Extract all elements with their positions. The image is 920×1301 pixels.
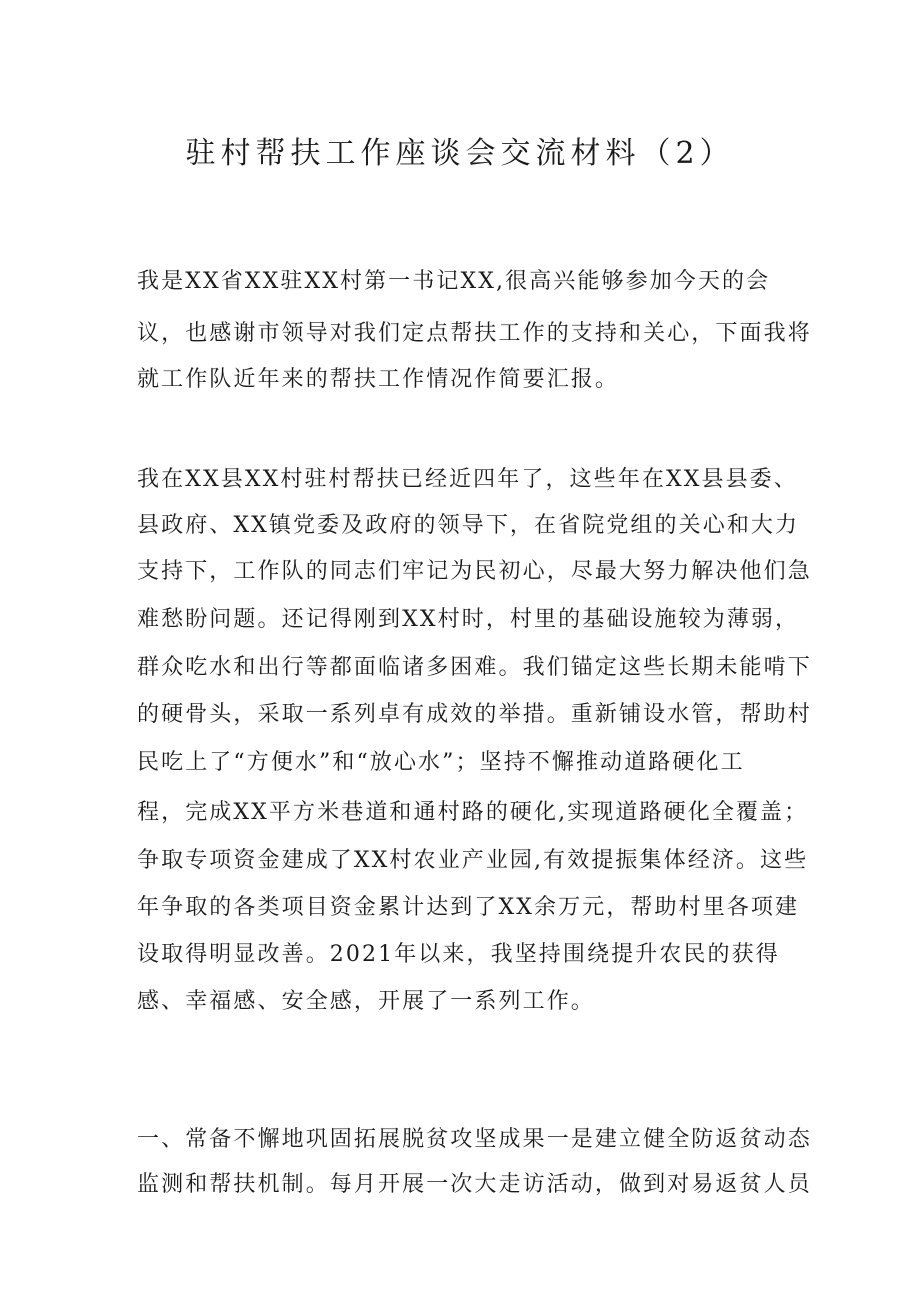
paragraph-1-line-1: 我是XX省XX驻XX村第一书记XX,很高兴能够参加今天的会 <box>137 269 771 294</box>
document-title: 驻村帮扶工作座谈会交流材料（2） <box>185 136 735 171</box>
paragraph-2-line-2: 县政府、XX镇党委及政府的领导下，在省院党组的关心和大力 <box>137 513 800 538</box>
paragraph-2-line-8: 程，完成XX平方米巷道和通村路的硬化,实现道路硬化全覆盖； <box>137 800 809 825</box>
paragraph-2-line-9: 争取专项资金建成了XX村农业产业园,有效提振集体经济。这些 <box>137 848 809 873</box>
paragraph-2-line-12: 感、幸福感、安全感，开展了一系列工作。 <box>137 989 595 1014</box>
paragraph-2-line-7: 民吃上了“方便水”和“放心水”；坚持不懈推动道路硬化工 <box>137 750 745 775</box>
paragraph-2-line-11: 设取得明显改善。2021年以来，我坚持围绕提升农民的获得 <box>137 942 780 967</box>
paragraph-2-line-6: 的硬骨头，采取一系列卓有成效的举措。重新铺设水管，帮助村 <box>137 702 812 727</box>
paragraph-2-line-4: 难愁盼问题。还记得刚到XX村时，村里的基础设施较为薄弱， <box>137 607 800 632</box>
paragraph-2-line-1: 我在XX县XX村驻村帮扶已经近四年了，这些年在XX县县委、 <box>137 467 798 492</box>
paragraph-3-line-2: 监测和帮扶机制。每月开展一次大走访活动，做到对易返贫人员 <box>137 1172 812 1197</box>
paragraph-2-line-5: 群众吃水和出行等都面临诸多困难。我们锚定这些长期未能啃下 <box>137 655 812 680</box>
paragraph-1-line-2: 议，也感谢市领导对我们定点帮扶工作的支持和关心，下面我将 <box>137 321 812 346</box>
paragraph-2-line-3: 支持下，工作队的同志们牢记为民初心，尽最大努力解决他们急 <box>137 559 812 584</box>
paragraph-1-line-3: 就工作队近年来的帮扶工作情况作简要汇报。 <box>137 367 620 392</box>
paragraph-3-line-1: 一、常备不懈地巩固拓展脱贫攻坚成果一是建立健全防返贫动态 <box>137 1127 812 1152</box>
paragraph-2-line-10: 年争取的各类项目资金累计达到了XX余万元，帮助村里各项建 <box>137 895 800 920</box>
